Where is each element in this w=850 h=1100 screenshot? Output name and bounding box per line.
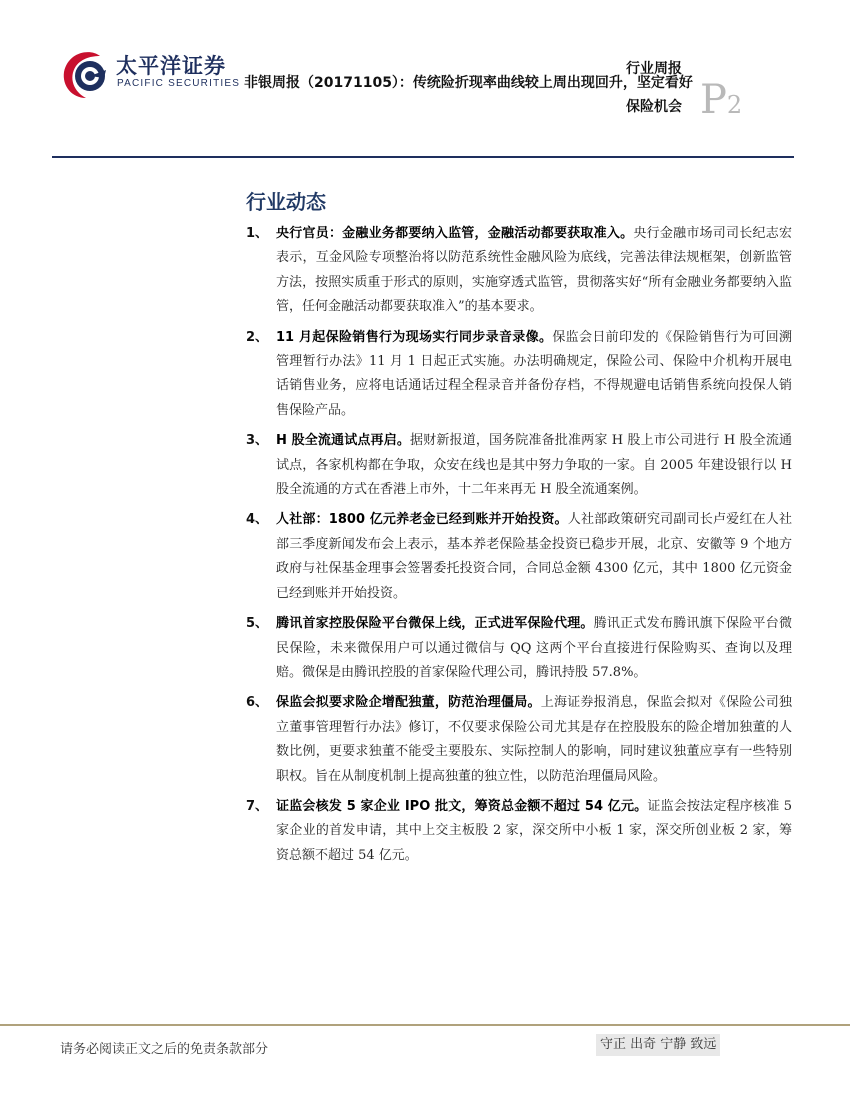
news-item: [246, 326, 792, 424]
logo-chinese-name: 太平洋证券: [116, 54, 226, 78]
item-headline: 11 月起保险销售行为现场实行同步录音录像。: [276, 329, 553, 345]
item-text: [276, 795, 792, 868]
footer-divider: [0, 1024, 850, 1026]
footer-disclaimer: 请务必阅读正文之后的免责条款部分: [60, 1042, 269, 1057]
item-headline: 腾讯首家控股保险平台微保上线，正式进军保险代理。: [276, 616, 594, 632]
item-number: 5、: [246, 616, 269, 632]
item-text: [276, 326, 792, 424]
item-number: 3、: [246, 433, 269, 449]
item-text: [276, 222, 792, 320]
page-number: [700, 78, 742, 127]
logo-english-name: PACIFIC SECURITIES: [117, 78, 241, 89]
item-number: 4、: [246, 512, 269, 528]
item-number: 2、: [246, 329, 269, 345]
section-title: 行业动态: [246, 190, 326, 214]
news-item: [246, 429, 792, 502]
page-prefix: P: [700, 77, 727, 123]
news-item: [246, 612, 792, 685]
item-headline: 央行官员：金融业务都要纳入监管，金融活动都要获取准入。: [276, 226, 634, 241]
item-text: [276, 691, 792, 789]
news-item: [246, 508, 792, 606]
page-number-value: 2: [726, 91, 743, 119]
item-body: 据财新报道，国务院准备批准两家 H 股上市公司进行 H 股全流通试点，各家机构都在争取，众安在线也是其中努力争取的一家。自 2005 年建设银行以 H 股全流通的方式在香港上市外，十二年来再无 H 股全流通案例。: [276, 433, 792, 498]
company-logo: [60, 48, 260, 104]
item-body: 证监会按法定程序核准 5 家企业的首发申请，其中上交主板股 2 家，深交所中小板 1 家，深交所创业板 2 家，筹资总额不超过 54 亿元。: [276, 798, 792, 863]
item-number: 7、: [246, 798, 269, 814]
item-headline: 证监会核发 5 家企业 IPO 批文，筹资总金额不超过 54 亿元。: [276, 798, 648, 814]
item-headline: 保监会拟要求险企增配独董，防范治理僵局。: [276, 695, 541, 711]
item-body: 保监会日前印发的《保险销售行为可回溯管理暂行办法》11 月 1 日起正式实施。办法明确规定，保险公司、保险中介机构开展电话销售业务，应将电话通话过程全程录音并备份存档，不得规避电话销售系统向投保人销售保险产品。: [276, 329, 792, 418]
item-headline: 人社部：1800 亿元养老金已经到账并开始投资。: [276, 512, 568, 528]
news-item: [246, 222, 792, 320]
item-body: 腾讯正式发布腾讯旗下保险平台微民保险，未来微保用户可以通过微信与 QQ 这两个平台直接进行保险购买、查询以及理赔。微保是由腾讯控股的首家保险代理公司，腾讯持股 57.8%。: [276, 616, 792, 680]
footer-slogan: 守正 出奇 宁静 致远: [596, 1034, 720, 1056]
news-item: [246, 795, 792, 868]
news-list: [246, 222, 792, 874]
item-headline: H 股全流通试点再启。: [276, 433, 411, 449]
news-item: [246, 691, 792, 789]
item-body: 人社部政策研究司副司长卢爱红在人社部三季度新闻发布会上表示，基本养老保险基金投资已稳步开展，北京、安徽等 9 个地方政府与社保基金理事会签署委托投资合同，合同总金额 4300 亿元，其中 1800 亿元资金已经到账并开始投资。: [276, 512, 792, 601]
report-title-continuation: 保险机会: [626, 99, 682, 115]
item-body: 央行金融市场司司长纪志宏表示，互金风险专项整治将以防范系统性金融风险为底线，完善法律法规框架，创新监管方法，按照实质重于形式的原则，实施穿透式监管，贯彻落实好“所有金融业务都要纳入监管，任何金融活动都要获取准入”的基本要求。: [276, 226, 792, 315]
item-text: [276, 612, 792, 685]
item-text: [276, 429, 792, 502]
report-title: 非银周报（20171105）：传统险折现率曲线较上周出现回升，坚定看好: [244, 75, 693, 91]
item-number: 1、: [246, 226, 269, 241]
report-type-label: 行业周报: [626, 61, 682, 77]
item-number: 6、: [246, 695, 269, 711]
header-divider: [52, 156, 794, 158]
item-body: 上海证券报消息，保监会拟对《保险公司独立董事管理暂行办法》修订，不仅要求保险公司尤其是存在控股股东的险企增加独董的人数比例，更要求独董不能受主要股东、实际控制人的影响，同时建议独董应享有一些特别职权。旨在从制度机制上提高独董的独立性，以防范治理僵局风险。: [276, 695, 792, 784]
page-header: [0, 0, 850, 160]
item-text: [276, 508, 792, 606]
pacific-logo-icon: [60, 48, 112, 100]
